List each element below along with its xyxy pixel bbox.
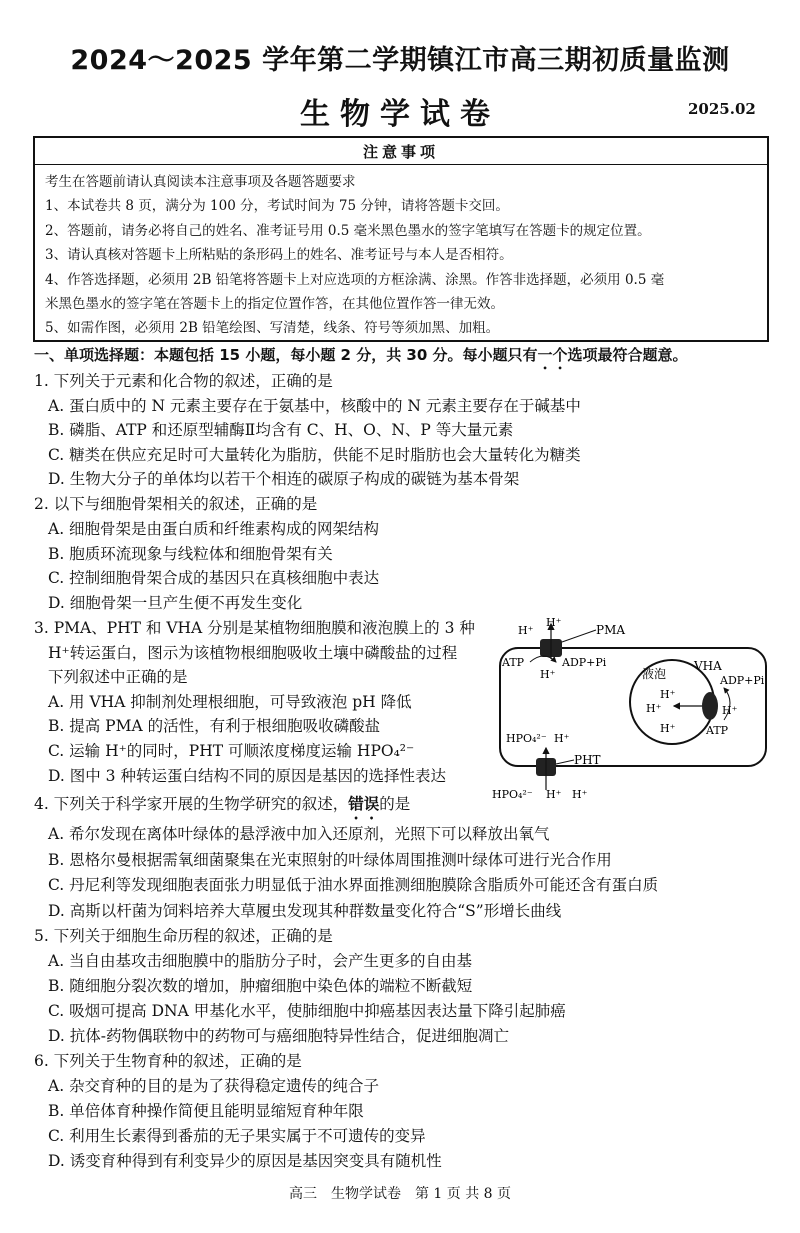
pht-label: PHT xyxy=(574,753,601,767)
atp-text: ATP xyxy=(502,656,525,669)
exam-date: 2025.02 xyxy=(688,100,756,118)
option-c: C. 利用生长素得到番茄的无子果实属于不可遗传的变异 xyxy=(48,1127,426,1145)
vacuole-label: 液泡 xyxy=(642,667,667,681)
question-stem xyxy=(34,792,410,823)
question-stem: H⁺转运蛋白，图示为该植物根细胞吸收土壤中磷酸盐的过程 xyxy=(48,644,458,662)
section-emph: 一个 xyxy=(537,346,568,364)
pma-pointer xyxy=(562,630,596,642)
h-ion: H⁺ xyxy=(546,616,562,629)
option-b: B. 磷脂、ATP 和还原型辅酶Ⅱ均含有 C、H、O、N、P 等大量元素 xyxy=(48,421,514,439)
question-stem: 1. 下列关于元素和化合物的叙述，正确的是 xyxy=(34,372,333,390)
option-a: A. 用 VHA 抑制剂处理根细胞，可导致液泡 pH 降低 xyxy=(48,693,412,711)
hpo4-text: HPO₄²⁻ xyxy=(506,732,547,745)
pma-label: PMA xyxy=(596,623,626,637)
h-ion: H⁺ xyxy=(518,624,534,637)
stem-emph: 错误 xyxy=(348,794,380,813)
question-stem: 2. 以下与细胞骨架相关的叙述，正确的是 xyxy=(34,495,318,513)
option-d: D. 图中 3 种转运蛋白结构不同的原因是基因的选择性表达 xyxy=(48,767,446,785)
notice-line: 3、请认真核对答题卡上所粘贴的条形码上的姓名、准考证号与本人是否相符。 xyxy=(45,247,513,263)
atp-text: ATP xyxy=(706,724,729,737)
option-c: C. 吸烟可提高 DNA 甲基化水平，使肺细胞中抑癌基因表达量下降引起肺癌 xyxy=(48,1002,566,1020)
vha-label: VHA xyxy=(694,659,722,673)
option-a: A. 希尔发现在离体叶绿体的悬浮液中加入还原剂，光照下可以释放出氧气 xyxy=(48,825,550,843)
option-b: B. 胞质环流现象与线粒体和细胞骨架有关 xyxy=(48,545,333,563)
option-b: B. 单倍体育种操作简便且能明显缩短育种年限 xyxy=(48,1102,364,1120)
h-ion: H⁺ xyxy=(540,668,556,681)
option-c: C. 控制细胞骨架合成的基因只在真核细胞中表达 xyxy=(48,569,380,587)
notice-line: 5、如需作图，必须用 2B 铅笔绘图、写清楚，线条、符号等须加黑、加粗。 xyxy=(45,320,500,336)
notice-line: 2、答题前，请务必将自己的姓名、准考证号用 0.5 毫米黑色墨水的签字笔填写在答题卡的规定位置。 xyxy=(45,223,651,239)
h-ion: H⁺ xyxy=(722,704,738,717)
notice-divider xyxy=(35,164,767,165)
option-a: A. 蛋白质中的 N 元素主要存在于氨基中，核酸中的 N 元素主要存在于碱基中 xyxy=(48,397,581,415)
notice-line: 考生在答题前请认真阅读本注意事项及各题答题要求 xyxy=(45,174,356,190)
adp-pi-text: ADP+Pi xyxy=(562,656,607,669)
h-ion: H⁺ xyxy=(660,688,676,701)
option-d: D. 生物大分子的单体均以若干个相连的碳原子构成的碳链为基本骨架 xyxy=(48,470,520,488)
question-stem: 下列叙述中正确的是 xyxy=(48,668,188,686)
section-tail: 选项最符合题意。 xyxy=(567,346,688,364)
option-d: D. 高斯以杆菌为饲料培养大草履虫发现其种群数量变化符合“S”形增长曲线 xyxy=(48,902,562,920)
stem-post: 的是 xyxy=(379,795,411,813)
option-b: B. 随细胞分裂次数的增加，肿瘤细胞中染色体的端粒不断截短 xyxy=(48,977,473,995)
notice-line: 1、本试卷共 8 页，满分为 100 分，考试时间为 75 分钟，请将答题卡交回。 xyxy=(45,198,509,214)
vha-protein xyxy=(702,692,718,720)
question-stem: 3. PMA、PHT 和 VHA 分别是某植物细胞膜和液泡膜上的 3 种 xyxy=(34,619,475,637)
h-ion: H⁺ xyxy=(546,788,562,801)
question-stem: 6. 下列关于生物育种的叙述，正确的是 xyxy=(34,1052,302,1070)
option-a: A. 杂交育种的目的是为了获得稳定遗传的纯合子 xyxy=(48,1077,380,1095)
pht-pointer xyxy=(556,760,574,764)
page-footer: 高三 生物学试卷 第 1 页 共 8 页 xyxy=(288,1186,512,1202)
option-b: B. 恩格尔曼根据需氧细菌聚集在光束照射的叶绿体周围推测叶绿体可进行光合作用 xyxy=(48,851,612,869)
h-ion: H⁺ xyxy=(572,788,588,801)
option-d: D. 细胞骨架一旦产生便不再发生变化 xyxy=(48,594,303,612)
h-ion: H⁺ xyxy=(660,722,676,735)
exam-title: 2024～2025 学年第二学期镇江市高三期初质量监测 xyxy=(70,45,730,76)
h-ion: H⁺ xyxy=(554,732,570,745)
option-d: D. 抗体-药物偶联物中的药物可与癌细胞特异性结合，促进细胞凋亡 xyxy=(48,1027,509,1045)
option-c: C. 丹尼利等发现细胞表面张力明显低于油水界面推测细胞膜除含脂质外可能还含有蛋白质 xyxy=(48,876,659,894)
transport-diagram xyxy=(488,614,778,812)
adp-pi-text: ADP+Pi xyxy=(720,674,765,687)
option-b: B. 提高 PMA 的活性，有利于根细胞吸收磷酸盐 xyxy=(48,717,381,735)
option-d: D. 诱变育种得到有利变异少的原因是基因突变具有随机性 xyxy=(48,1152,442,1170)
question-stem: 5. 下列关于细胞生命历程的叙述，正确的是 xyxy=(34,927,333,945)
exam-subtitle: 生物学试卷 xyxy=(300,97,500,132)
hpo4-text: HPO₄²⁻ xyxy=(492,788,533,801)
option-c: C. 糖类在供应充足时可大量转化为脂肪，供能不足时脂肪也会大量转化为糖类 xyxy=(48,446,581,464)
stem-pre: 4. 下列关于科学家开展的生物学研究的叙述， xyxy=(34,795,349,813)
option-a: A. 细胞骨架是由蛋白质和纤维素构成的网架结构 xyxy=(48,520,380,538)
section-head: 一、单项选择题：本题包括 15 小题，每小题 2 分，共 30 分。每小题只有 xyxy=(34,346,538,364)
option-a: A. 当自由基攻击细胞膜中的脂肪分子时，会产生更多的自由基 xyxy=(48,952,473,970)
notice-title: 注意事项 xyxy=(362,143,439,161)
notice-line: 4、作答选择题，必须用 2B 铅笔将答题卡上对应选项的方框涂满、涂黑。作答非选择题，必须用 0.5 毫 xyxy=(45,272,665,288)
h-ion: H⁺ xyxy=(646,702,662,715)
option-c: C. 运输 H⁺的同时，PHT 可顺浓度梯度运输 HPO₄²⁻ xyxy=(48,742,415,760)
notice-box xyxy=(33,136,769,342)
notice-line: 米黑色墨水的签字笔在答题卡上的指定位置作答，在其他位置作答一律无效。 xyxy=(45,296,504,312)
